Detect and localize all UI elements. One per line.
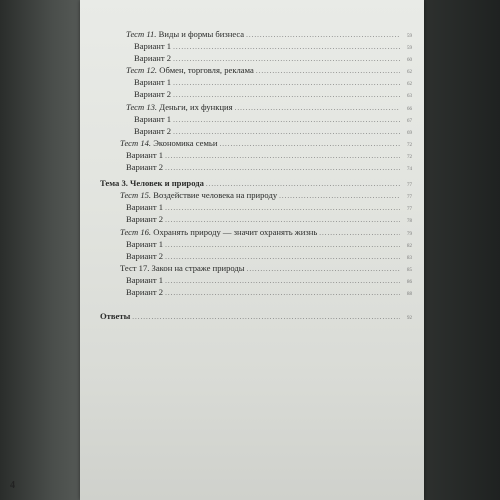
dot-leader xyxy=(165,275,400,287)
toc-entry-prefix: Тест 12. xyxy=(126,65,158,76)
background-right xyxy=(420,0,500,500)
toc-page-number: 77 xyxy=(407,195,412,201)
toc-entry-title: Вариант 2 xyxy=(134,89,172,100)
toc-entry-variant xyxy=(100,161,412,173)
toc-entry-test-15 xyxy=(100,189,412,201)
toc-entry-prefix: Тест 16. xyxy=(120,226,152,237)
toc-entry-title: Вариант 2 xyxy=(134,53,172,64)
toc-page-number: 74 xyxy=(407,167,412,173)
toc-entry-title: Вариант 2 xyxy=(126,214,164,225)
toc-page-number: 69 xyxy=(407,130,412,136)
toc-entry-test-11 xyxy=(100,28,412,40)
toc-page-number: 86 xyxy=(407,279,412,285)
toc-entry-title: Вариант 2 xyxy=(126,286,164,297)
toc-entry-title: Деньги, их функция xyxy=(159,101,233,112)
toc-entry-title: Вариант 1 xyxy=(134,113,172,124)
toc-page-number: 62 xyxy=(407,70,412,76)
dot-leader xyxy=(219,138,400,150)
dot-leader xyxy=(319,227,400,239)
dot-leader xyxy=(173,41,400,53)
dot-leader xyxy=(165,202,400,214)
toc-page-number: 82 xyxy=(407,243,412,249)
toc-entry-variant xyxy=(100,76,412,88)
toc-page-number: 72 xyxy=(407,154,412,160)
toc-entry-variant xyxy=(100,238,412,250)
toc-entry-title: Экономика семьи xyxy=(153,137,218,148)
toc-page-number: 59 xyxy=(407,34,412,39)
toc-entry-answers xyxy=(100,310,412,322)
toc-entry-title: Тема 3. Человек и природа xyxy=(100,178,204,189)
book-page xyxy=(80,0,424,500)
toc-page-number: 83 xyxy=(407,255,412,261)
dot-leader xyxy=(165,239,400,251)
toc-entry-title: Вариант 2 xyxy=(126,250,164,261)
toc-page-number: 85 xyxy=(407,267,412,273)
toc-page-number: 59 xyxy=(407,46,412,52)
dot-leader xyxy=(173,114,400,126)
toc-entry-variant xyxy=(100,201,412,213)
toc-entry-title: Вариант 2 xyxy=(126,162,164,173)
dot-leader xyxy=(165,287,400,299)
toc-page-number: 60 xyxy=(407,58,412,64)
toc-entry-test-14 xyxy=(100,137,412,149)
table-of-contents xyxy=(100,28,412,322)
toc-page-number: 88 xyxy=(407,291,412,297)
toc-page-number: 77 xyxy=(407,207,412,213)
toc-entry-variant xyxy=(100,52,412,64)
toc-page-number: 92 xyxy=(407,316,412,322)
page-number: 4 xyxy=(10,480,15,491)
dot-leader xyxy=(247,263,400,275)
toc-entry-test-16 xyxy=(100,226,412,238)
toc-entry-title: Ответы xyxy=(100,311,131,322)
toc-entry-prefix: Тест 13. xyxy=(126,101,158,112)
toc-page-number: 63 xyxy=(407,94,412,100)
toc-entry-theme-3 xyxy=(100,177,412,189)
toc-entry-title: Вариант 1 xyxy=(134,77,172,88)
toc-page-number: 79 xyxy=(407,231,412,237)
toc-entry-title: Вариант 1 xyxy=(126,238,164,249)
toc-entry-title: Виды и формы бизнеса xyxy=(158,29,245,39)
toc-entry-variant xyxy=(100,213,412,225)
toc-entry-title: Вариант 1 xyxy=(134,41,172,52)
dot-leader xyxy=(235,102,400,114)
toc-entry-test-17 xyxy=(100,262,412,274)
dot-leader xyxy=(165,162,400,174)
toc-page-number: 67 xyxy=(407,118,412,124)
toc-entry-variant xyxy=(100,149,412,161)
toc-entry-variant xyxy=(100,286,412,298)
toc-entry-prefix: Тест 15. xyxy=(120,190,152,201)
toc-entry-title: Вариант 1 xyxy=(126,202,164,213)
toc-entry-test-13 xyxy=(100,101,412,113)
toc-entry-variant xyxy=(100,113,412,125)
dot-leader xyxy=(279,190,400,202)
toc-entry-title: Тест 17. Закон на страже природы xyxy=(120,262,245,273)
dot-leader xyxy=(132,311,400,323)
toc-page-number: 78 xyxy=(407,219,412,225)
toc-entry-variant xyxy=(100,274,412,286)
book-spine-left xyxy=(0,0,88,500)
toc-entry-title: Обмен, торговля, реклама xyxy=(159,65,254,76)
toc-entry-prefix: Тест 11. xyxy=(126,29,157,39)
toc-entry-variant xyxy=(100,40,412,52)
dot-leader xyxy=(165,150,400,162)
toc-entry-test-12 xyxy=(100,64,412,76)
toc-entry-title: Вариант 1 xyxy=(126,274,164,285)
toc-page-number: 72 xyxy=(407,142,412,148)
toc-entry-title: Вариант 2 xyxy=(134,125,172,136)
toc-page-number: 77 xyxy=(407,183,412,189)
toc-entry-title: Воздействие человека на природу xyxy=(153,190,278,201)
dot-leader xyxy=(246,29,400,41)
dot-leader xyxy=(256,65,400,77)
dot-leader xyxy=(173,77,400,89)
toc-entry-title: Вариант 1 xyxy=(126,149,164,160)
toc-entry-prefix: Тест 14. xyxy=(120,137,152,148)
toc-entry-variant xyxy=(100,125,412,137)
toc-entry-variant xyxy=(100,250,412,262)
toc-page-number: 66 xyxy=(407,106,412,112)
toc-page-number: 62 xyxy=(407,82,412,88)
toc-entry-variant xyxy=(100,88,412,100)
toc-entry-title: Охранять природу — значит охранять жизнь xyxy=(153,226,318,237)
